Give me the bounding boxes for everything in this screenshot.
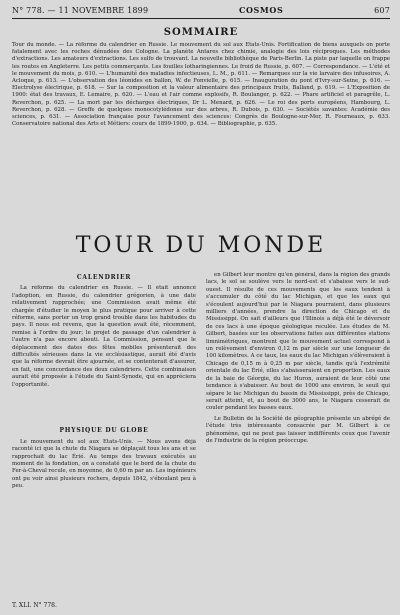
subhead-calendrier: CALENDRIER	[76, 274, 132, 281]
page-footer: T. XLI. N° 778.	[12, 602, 57, 609]
header-rule	[12, 18, 390, 19]
paragraph-right-1: en Gilbert leur montre qu'en général, dans la région des grands lacs, le sol se soulève vers le nord-est et s'abaisse vers le sud-ouest. Il résulte de ces mouvements que les eaux tendent à s'accumuler du côté du lac Michigan, et que les eaux qui s'écoulent aujourd'hui par le Niagara pourraient, dans plusieurs milliers d'années, prendre la direction de Chicago et du Mississippi. On sait d'ailleurs que l'Illinois a déjà été le déversoir de ces lacs à une époque géologique reculée. Les études de M. Gilbert, basées sur les observations faites aux différentes stations limnimétriques, montrent que le mouvement actuel correspond à un relèvement d'environ 0,12 m par siècle sur une longueur de 100 kilomètres. A ce taux, les eaux du lac Michigan s'élèveraient à Chicago de 0,15 m à 0,25 m par siècle, tandis qu'à l'extrémité orientale du lac Érié, elles s'abaisseraient en proportion. Les eaux de la baie de Géorgie, du lac Huron, auraient de leur côté une tendance à s'abaisser. Au bout de 1000 ans environ, le seuil qui sépare le lac Michigan du bassin du Mississippi, près de Chicago, serait atteint, et, au bout de 3000 ans, le Niagara cesserait de couler pendant les basses eaux.	[206, 272, 390, 412]
summary-title: SOMMAIRE	[163, 27, 239, 38]
subhead-physique: PHYSIQUE DU GLOBE	[59, 427, 149, 435]
issue-date: N° 778. — 11 NOVEMBRE 1899	[12, 5, 149, 15]
journal-name: COSMOS	[239, 5, 284, 15]
paragraph-calendrier: La réforme du calendrier en Russie. — Il était annoncé l'adoption, en Russie, du calendrier grégorien, à une date relativement rapprochée; une Commission avait même été chargée d'étudier le moyen le plus pratique pour arriver à cette réforme, sans porter un trop grand trouble dans les habitudes du pays. Il nous est revenu, que la question avait été, récemment, remise à l'ordre du jour; le projet de passage d'un calendrier à l'autre n'a pas encore abouti. La Commission, pensant que le déplacement des dates des fêtes mobiles présenterait des difficultés sérieuses dans la vie ecclésiastique, aurait été d'avis que la réforme devrait être ajournée, et se contenterait d'assurer, en fait, une concordance des deux calendriers. Cette combinaison aurait été proposée à l'étude du Saint-Synode, qui en appréciera l'opportunité.	[12, 285, 196, 388]
page-header	[12, 4, 390, 16]
article-columns	[12, 272, 390, 579]
page-number: 607	[374, 5, 390, 15]
summary-text: Tour du monde. — La réforme du calendrier en Russie. Le mouvement du sol aux États-Unis. Fortification de biens auxquels on porte fatalement avec les roches dénudées des Cologne. La planète Antares chez chimie, analogie des lois réciproques. Les méthodes d'extractions. Les amateurs d'extractions. Les sulfo de trouvant. La nouvelle bibliothèque de Paris-Berlin. La piste par laquelle on frappe les routes en Angleterre. Les petits commerçants. Les fouilles lotharingiennes. Le froid de Russie, p. 607. — Correspondance. — L'été et le mouvement du mois, p. 610. — L'humanité des maladies infectieuses, L. M., p. 611. — Remarques sur la vie larvaire des infusoires, A. Acloque, p. 613. — L'observation des léonides en ballon, W. de Fonvielle, p. 615. — Inauguration du pont d'Ivry-sur-Seine, p. 616. — Electrolyse électrique, p. 618. — Sur la composition et la valeur alimentaire des principaux fruits, Balland, p. 619. — L'Exposition de 1900: état des travaux, E. Lemaire, p. 620. — L'eau et l'air comme explosifs, R. Boulanger, p. 622. — Phare artificiel et paragrêle, L. Reverchon, p. 625. — La mort par les décharges électriques, Dr L. Menard, p. 626. — Le roi des ports européens, Hambourg, L. Reverchon, p. 628. — Greffe de quelques monocotylédones sur des arbres, R. Dubois, p. 630. — Sociétés savantes: Académie des sciences, p. 631. — Association française pour l'avancement des sciences: Congrès de Boulogne-sur-Mer, R. Fourneaux, p. 633. Conservatoire national des Arts et Métiers: cours de 1899-1900, p. 634. — Bibliographie, p. 635.	[12, 42, 390, 128]
left-column	[12, 272, 196, 579]
paragraph-right-2: Le Bulletin de la Société de géographie présente un abrégé de l'étude très intéressante consacrée par M. Gilbert à ce phénomène, qui ne peut pas laisser indifférents ceux que l'avenir de l'industrie de la région préoccupe.	[206, 415, 390, 444]
right-column	[206, 272, 390, 579]
section-title: TOUR DU MONDE	[75, 233, 327, 258]
paragraph-physique: Le mouvement du sol aux États-Unis. — Nous avons déjà raconté ici que la chute du Niagara se déplaçait tous les ans et se rapprochait du lac Érié. Au temps des travaux exécutés au moment de la fondation, on a constaté que le bord de la chute du Fer-à-Cheval recule, en moyenne, de 0,60 m par an. Les ingénieurs ont pu voir ainsi plusieurs rochers, depuis 1842, s'éboulant peu à peu.	[12, 438, 196, 490]
